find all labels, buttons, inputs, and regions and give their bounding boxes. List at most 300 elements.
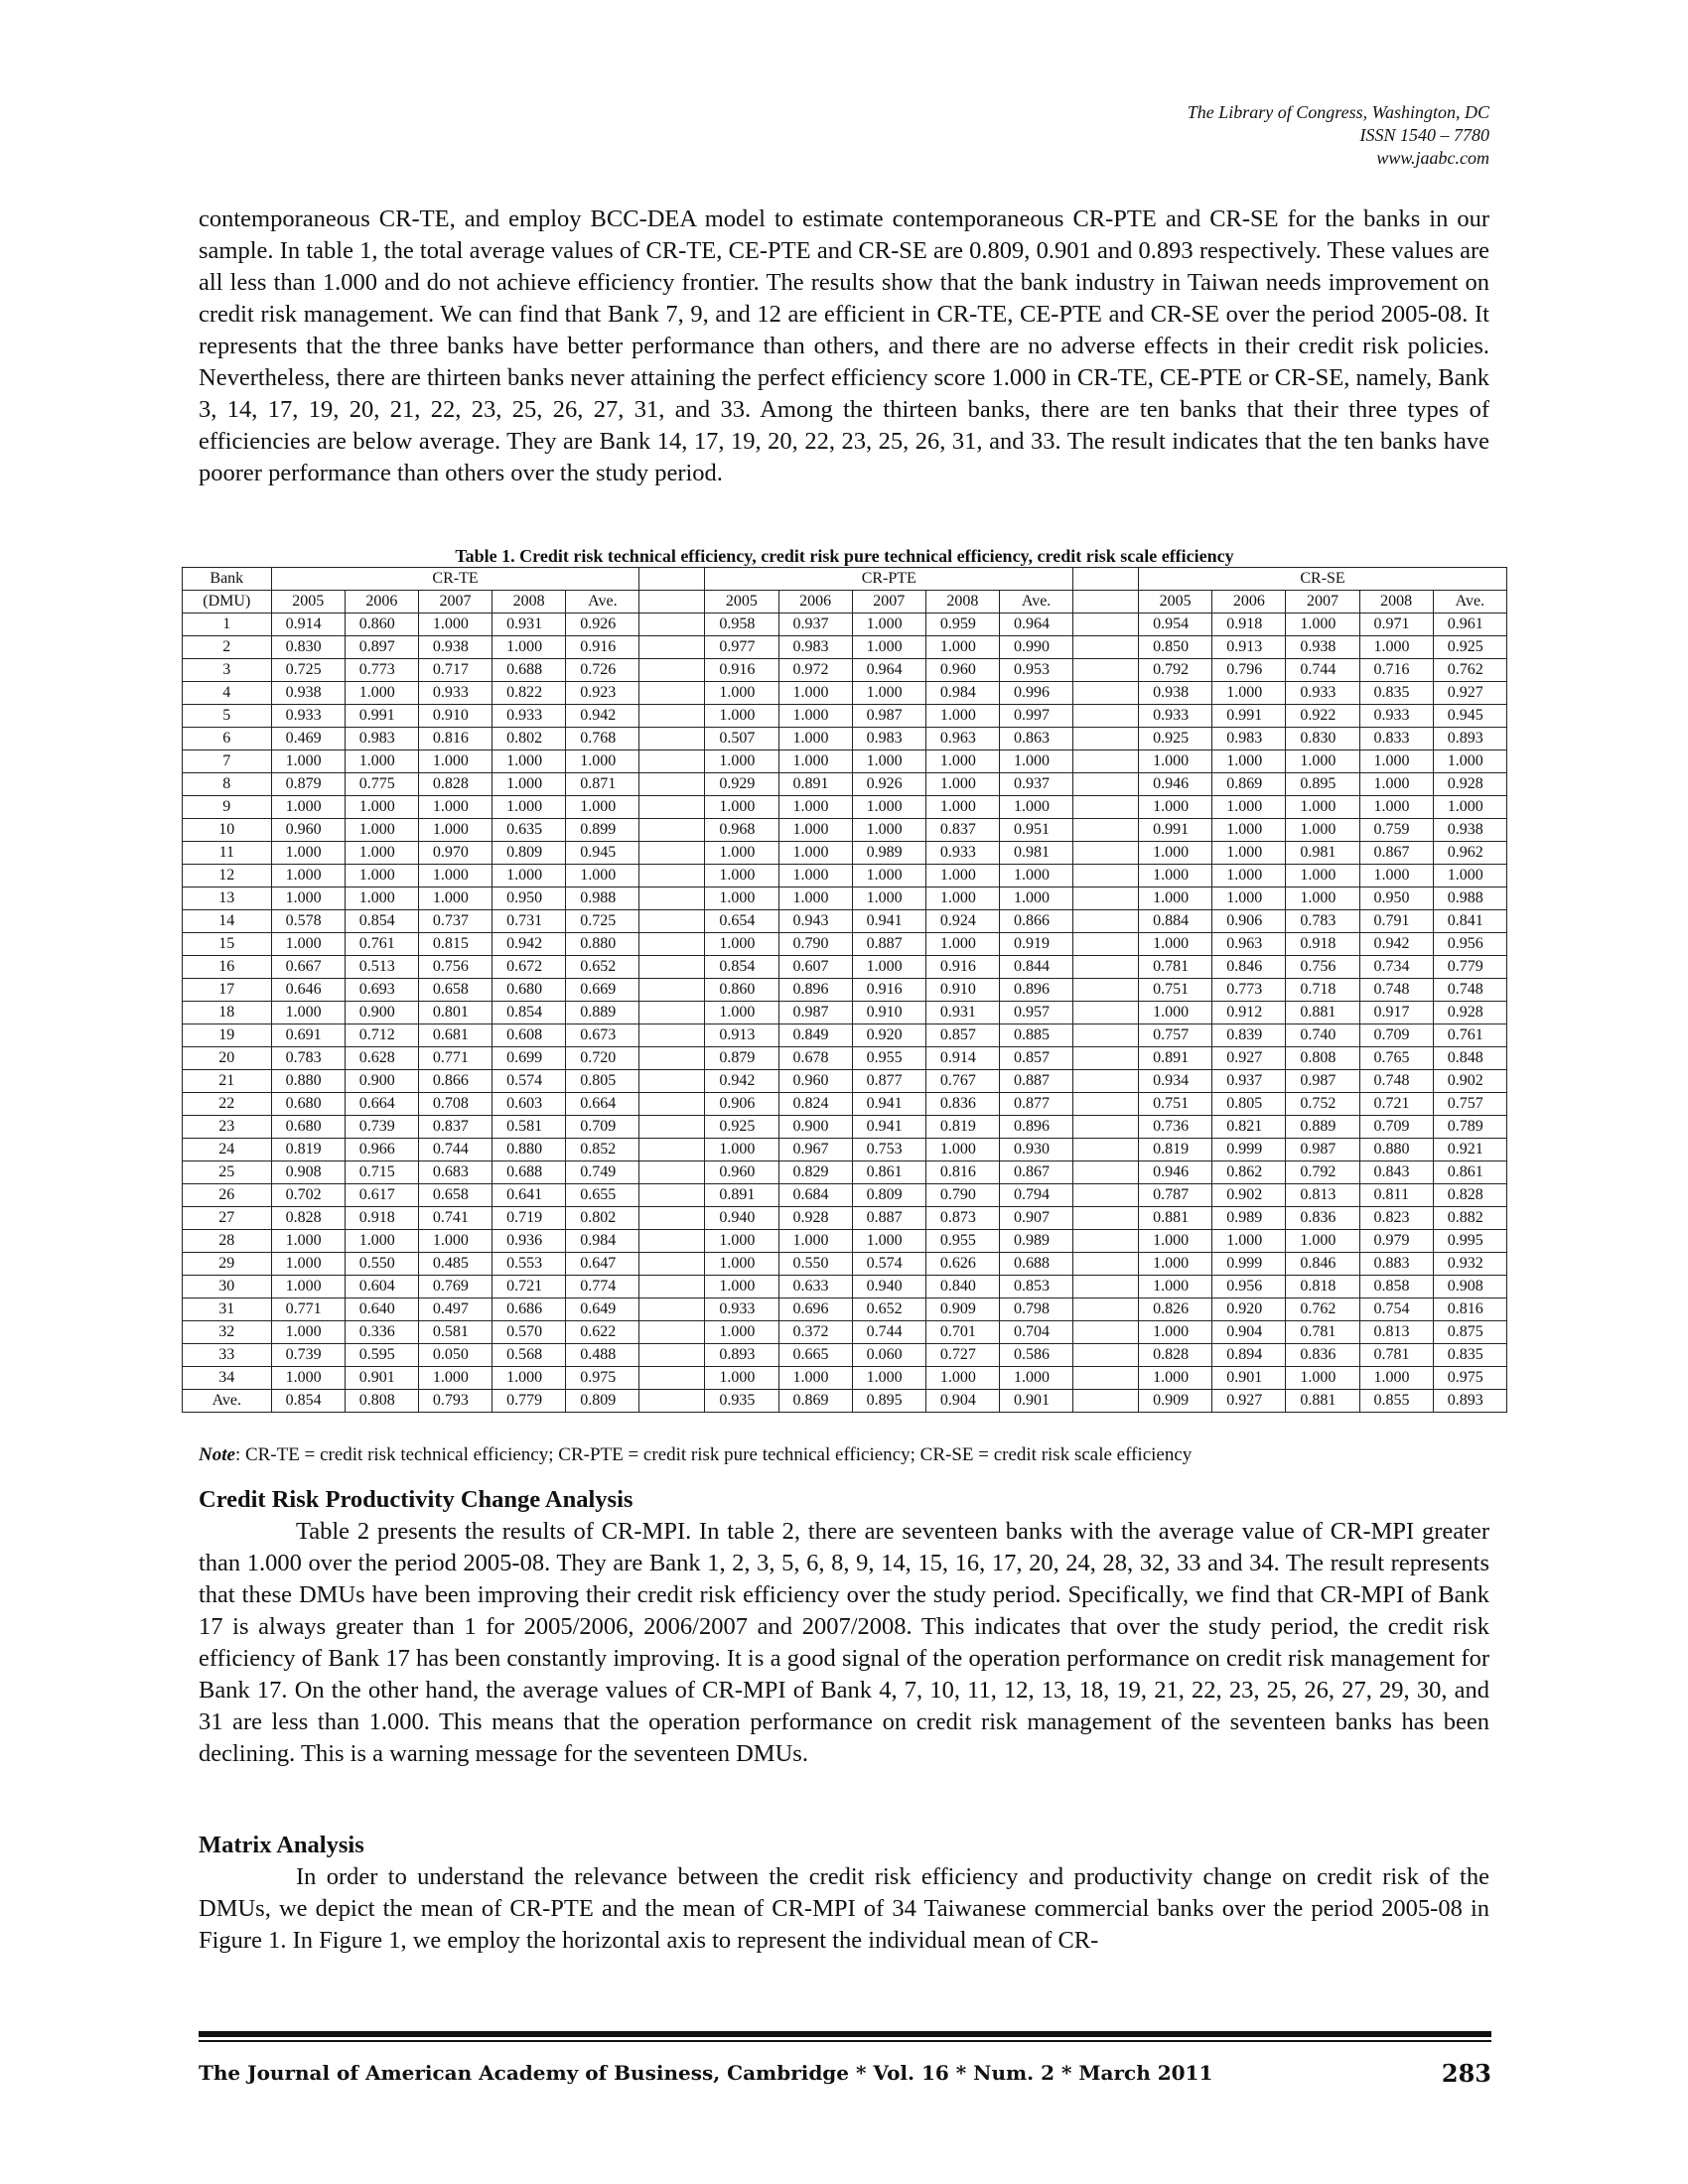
header-year-cell: Ave. (1433, 591, 1506, 614)
value-cell: 0.640 (345, 1298, 418, 1321)
value-cell: 0.941 (852, 1093, 925, 1116)
value-cell: 1.000 (492, 1367, 566, 1390)
gap-cell (639, 796, 705, 819)
value-cell: 0.909 (1139, 1390, 1212, 1413)
value-cell: 0.748 (1359, 1070, 1433, 1093)
value-cell: 0.853 (999, 1276, 1072, 1298)
value-cell: 0.739 (345, 1116, 418, 1139)
value-cell: 0.669 (566, 979, 639, 1002)
gap-cell (1073, 1116, 1139, 1139)
value-cell: 0.762 (1433, 659, 1506, 682)
value-cell: 1.000 (778, 728, 852, 751)
gap-cell (639, 842, 705, 865)
value-cell: 0.822 (492, 682, 566, 705)
gap-cell (639, 979, 705, 1002)
value-cell: 1.000 (271, 933, 345, 956)
value-cell: 0.550 (345, 1253, 418, 1276)
value-cell: 0.813 (1286, 1184, 1359, 1207)
value-cell: 1.000 (778, 796, 852, 819)
gap-cell (1073, 933, 1139, 956)
value-cell: 0.893 (705, 1344, 778, 1367)
value-cell: 0.893 (1433, 728, 1506, 751)
value-cell: 0.971 (1359, 614, 1433, 636)
value-cell: 0.875 (1433, 1321, 1506, 1344)
bank-id-cell: 24 (183, 1139, 272, 1161)
value-cell: 0.857 (925, 1024, 999, 1047)
gap-cell (639, 887, 705, 910)
value-cell: 1.000 (1433, 796, 1506, 819)
table-row (183, 819, 1507, 842)
bank-id-cell: 1 (183, 614, 272, 636)
value-cell: 0.894 (1212, 1344, 1286, 1367)
gap-cell (639, 956, 705, 979)
gap-cell (1073, 819, 1139, 842)
value-cell: 0.488 (566, 1344, 639, 1367)
footer-rule-thick (199, 2031, 1491, 2037)
value-cell: 0.968 (705, 819, 778, 842)
value-cell: 0.997 (999, 705, 1072, 728)
value-cell: 0.983 (1212, 728, 1286, 751)
value-cell: 0.768 (566, 728, 639, 751)
value-cell: 0.989 (852, 842, 925, 865)
value-cell: 0.824 (778, 1093, 852, 1116)
value-cell: 0.866 (999, 910, 1072, 933)
value-cell: 1.000 (778, 682, 852, 705)
gap-cell (639, 1207, 705, 1230)
value-cell: 0.836 (925, 1093, 999, 1116)
value-cell: 1.000 (925, 1367, 999, 1390)
value-cell: 0.701 (925, 1321, 999, 1344)
value-cell: 0.910 (852, 1002, 925, 1024)
value-cell: 1.000 (1139, 865, 1212, 887)
value-cell: 1.000 (1359, 751, 1433, 773)
value-cell: 0.781 (1359, 1344, 1433, 1367)
value-cell: 1.000 (271, 887, 345, 910)
value-cell: 0.603 (492, 1093, 566, 1116)
table-row (183, 705, 1507, 728)
value-cell: 0.809 (492, 842, 566, 865)
value-cell: 0.938 (1286, 636, 1359, 659)
value-cell: 1.000 (1286, 865, 1359, 887)
table-caption: Table 1. Credit risk technical efficiency, credit risk pure technical efficiency, credit risk scale efficiency (455, 546, 1234, 566)
value-cell: 0.891 (778, 773, 852, 796)
value-cell: 1.000 (925, 1139, 999, 1161)
header-year-cell: 2008 (1359, 591, 1433, 614)
value-cell: 0.984 (566, 1230, 639, 1253)
value-cell: 0.880 (492, 1139, 566, 1161)
value-cell: 0.926 (852, 773, 925, 796)
value-cell: 0.979 (1359, 1230, 1433, 1253)
value-cell: 0.860 (705, 979, 778, 1002)
value-cell: 0.792 (1139, 659, 1212, 682)
table-row (183, 1253, 1507, 1276)
gap-cell (1073, 705, 1139, 728)
value-cell: 0.899 (566, 819, 639, 842)
header-gap-cell (1073, 591, 1139, 614)
value-cell: 0.787 (1139, 1184, 1212, 1207)
value-cell: 1.000 (1139, 933, 1212, 956)
value-cell: 0.060 (852, 1344, 925, 1367)
table-header-row-years (183, 591, 1507, 614)
value-cell: 1.000 (1359, 773, 1433, 796)
value-cell: 0.709 (566, 1116, 639, 1139)
value-cell: 0.469 (271, 728, 345, 751)
value-cell: 0.957 (999, 1002, 1072, 1024)
value-cell: 0.964 (999, 614, 1072, 636)
value-cell: 0.934 (1139, 1070, 1212, 1093)
gap-cell (639, 751, 705, 773)
value-cell: 1.000 (705, 682, 778, 705)
value-cell: 0.919 (999, 933, 1072, 956)
value-cell: 0.901 (1212, 1367, 1286, 1390)
value-cell: 0.885 (999, 1024, 1072, 1047)
value-cell: 0.781 (1286, 1321, 1359, 1344)
value-cell: 0.607 (778, 956, 852, 979)
value-cell: 0.927 (1433, 682, 1506, 705)
value-cell: 0.816 (418, 728, 492, 751)
value-cell: 1.000 (345, 751, 418, 773)
value-cell: 0.983 (778, 636, 852, 659)
table-row (183, 751, 1507, 773)
header-year-cell: 2007 (418, 591, 492, 614)
value-cell: 0.887 (852, 933, 925, 956)
gap-cell (1073, 887, 1139, 910)
value-cell: 1.000 (1359, 636, 1433, 659)
value-cell: 0.709 (1359, 1024, 1433, 1047)
value-cell: 0.727 (925, 1344, 999, 1367)
table-row (183, 636, 1507, 659)
value-cell: 1.000 (1212, 1230, 1286, 1253)
value-cell: 1.000 (778, 1230, 852, 1253)
gap-cell (1073, 728, 1139, 751)
value-cell: 1.000 (705, 1139, 778, 1161)
value-cell: 0.808 (1286, 1047, 1359, 1070)
value-cell: 0.928 (1433, 1002, 1506, 1024)
value-cell: 0.781 (1139, 956, 1212, 979)
value-cell: 1.000 (852, 1367, 925, 1390)
value-cell: 1.000 (1286, 819, 1359, 842)
value-cell: 0.918 (1286, 933, 1359, 956)
value-cell: 0.863 (999, 728, 1072, 751)
value-cell: 1.000 (925, 933, 999, 956)
gap-cell (639, 1253, 705, 1276)
value-cell: 0.658 (418, 1184, 492, 1207)
value-cell: 1.000 (271, 1002, 345, 1024)
value-cell: 0.958 (705, 614, 778, 636)
value-cell: 0.942 (705, 1070, 778, 1093)
value-cell: 1.000 (852, 1230, 925, 1253)
value-cell: 0.987 (1286, 1139, 1359, 1161)
value-cell: 0.916 (852, 979, 925, 1002)
header-gap-cell (1073, 568, 1139, 591)
value-cell: 0.904 (1212, 1321, 1286, 1344)
gap-cell (1073, 956, 1139, 979)
table-row (183, 1390, 1507, 1413)
value-cell: 0.925 (1139, 728, 1212, 751)
value-cell: 0.884 (1139, 910, 1212, 933)
table-row (183, 659, 1507, 682)
value-cell: 0.550 (778, 1253, 852, 1276)
value-cell: 1.000 (271, 796, 345, 819)
value-cell: 0.809 (566, 1390, 639, 1413)
value-cell: 0.860 (345, 614, 418, 636)
value-cell: 1.000 (705, 1253, 778, 1276)
header-group-cr-te: CR-TE (271, 568, 639, 591)
value-cell: 0.633 (778, 1276, 852, 1298)
value-cell: 0.617 (345, 1184, 418, 1207)
value-cell: 0.941 (852, 1116, 925, 1139)
header-line-issn: ISSN 1540 – 7780 (1359, 125, 1489, 145)
value-cell: 0.895 (1286, 773, 1359, 796)
value-cell: 0.988 (1433, 887, 1506, 910)
value-cell: 0.922 (1286, 705, 1359, 728)
value-cell: 0.901 (345, 1367, 418, 1390)
value-cell: 0.950 (492, 887, 566, 910)
bank-id-cell: 20 (183, 1047, 272, 1070)
bank-id-cell: 2 (183, 636, 272, 659)
value-cell: 0.918 (1212, 614, 1286, 636)
value-cell: 0.716 (1359, 659, 1433, 682)
value-cell: 0.841 (1433, 910, 1506, 933)
bank-id-cell: 6 (183, 728, 272, 751)
table-row (183, 1298, 1507, 1321)
value-cell: 0.881 (1286, 1390, 1359, 1413)
value-cell: 1.000 (345, 819, 418, 842)
gap-cell (1073, 659, 1139, 682)
table-row (183, 1093, 1507, 1116)
value-cell: 0.920 (852, 1024, 925, 1047)
value-cell: 0.818 (1286, 1276, 1359, 1298)
value-cell: 1.000 (345, 796, 418, 819)
value-cell: 0.570 (492, 1321, 566, 1344)
value-cell: 0.907 (999, 1207, 1072, 1230)
value-cell: 0.622 (566, 1321, 639, 1344)
gap-cell (1073, 1161, 1139, 1184)
value-cell: 0.988 (566, 887, 639, 910)
efficiency-table-grid (182, 567, 1507, 1413)
value-cell: 1.000 (271, 1230, 345, 1253)
value-cell: 0.809 (852, 1184, 925, 1207)
gap-cell (1073, 1002, 1139, 1024)
value-cell: 1.000 (1286, 751, 1359, 773)
gap-cell (1073, 773, 1139, 796)
value-cell: 0.757 (1433, 1093, 1506, 1116)
value-cell: 0.699 (492, 1047, 566, 1070)
value-cell: 0.654 (705, 910, 778, 933)
value-cell: 1.000 (1139, 1002, 1212, 1024)
value-cell: 1.000 (778, 865, 852, 887)
value-cell: 0.924 (925, 910, 999, 933)
value-cell: 1.000 (1139, 1253, 1212, 1276)
table-row (183, 1002, 1507, 1024)
gap-cell (639, 1161, 705, 1184)
value-cell: 0.844 (999, 956, 1072, 979)
gap-cell (639, 933, 705, 956)
table-row (183, 682, 1507, 705)
value-cell: 1.000 (1212, 865, 1286, 887)
value-cell: 0.756 (418, 956, 492, 979)
header-year-cell: Ave. (566, 591, 639, 614)
section-heading-matrix: Matrix Analysis (199, 1832, 364, 1858)
value-cell: 0.867 (1359, 842, 1433, 865)
value-cell: 0.684 (778, 1184, 852, 1207)
gap-cell (1073, 796, 1139, 819)
value-cell: 0.854 (705, 956, 778, 979)
value-cell: 0.672 (492, 956, 566, 979)
value-cell: 0.854 (345, 910, 418, 933)
value-cell: 0.996 (999, 682, 1072, 705)
table-row (183, 796, 1507, 819)
value-cell: 0.740 (1286, 1024, 1359, 1047)
value-cell: 0.933 (925, 842, 999, 865)
header-year-cell: 2008 (925, 591, 999, 614)
value-cell: 0.960 (705, 1161, 778, 1184)
bank-id-cell: 14 (183, 910, 272, 933)
value-cell: 1.000 (705, 887, 778, 910)
value-cell: 0.943 (778, 910, 852, 933)
bank-id-cell: 27 (183, 1207, 272, 1230)
value-cell: 0.719 (492, 1207, 566, 1230)
header-bank: Bank (183, 568, 272, 591)
value-cell: 0.702 (271, 1184, 345, 1207)
value-cell: 1.000 (1359, 865, 1433, 887)
value-cell: 0.773 (1212, 979, 1286, 1002)
value-cell: 0.896 (999, 979, 1072, 1002)
value-cell: 0.916 (566, 636, 639, 659)
header-year-cell: 2005 (1139, 591, 1212, 614)
value-cell: 1.000 (925, 751, 999, 773)
value-cell: 0.336 (345, 1321, 418, 1344)
value-cell: 0.731 (492, 910, 566, 933)
bank-id-cell: 5 (183, 705, 272, 728)
value-cell: 0.916 (705, 659, 778, 682)
value-cell: 0.931 (925, 1002, 999, 1024)
value-cell: 0.791 (1359, 910, 1433, 933)
gap-cell (1073, 614, 1139, 636)
value-cell: 1.000 (1212, 751, 1286, 773)
value-cell: 0.647 (566, 1253, 639, 1276)
value-cell: 0.805 (1212, 1093, 1286, 1116)
bank-id-cell: 26 (183, 1184, 272, 1207)
value-cell: 0.756 (1286, 956, 1359, 979)
value-cell: 0.861 (1433, 1161, 1506, 1184)
value-cell: 0.802 (492, 728, 566, 751)
value-cell: 0.762 (1286, 1298, 1359, 1321)
paragraph-productivity-change: Table 2 presents the results of CR-MPI. In table 2, there are seventeen banks with the average value of CR-MPI greater than 1.000 over the period 2005-08. They are Bank 1, 2, 3, 5, 6, 8, 9, 14, 15, 16, 17, 20, 24, 28, 32, 33 and 34. The result represents that these DMUs have been improving their credit risk efficiency over the study period. Specifically, we find that CR-MPI of Bank 17 is always greater than 1 for 2005/2006, 2006/2007 and 2007/2008. This indicates that over the study period, the credit risk efficiency of Bank 17 has been constantly improving. It is a good signal of the operation performance on credit risk management for Bank 17. On the other hand, the average values of CR-MPI of Bank 4, 7, 10, 11, 12, 13, 18, 19, 21, 22, 23, 25, 26, 27, 29, 30, and 31 are less than 1.000. This means that the operation performance on credit risk management of the seventeen banks has been declining. This is a warning message for the seventeen DMUs. (199, 1518, 1489, 1767)
value-cell: 0.721 (492, 1276, 566, 1298)
bank-id-cell: 25 (183, 1161, 272, 1184)
value-cell: 0.741 (418, 1207, 492, 1230)
value-cell: 0.753 (852, 1139, 925, 1161)
value-cell: 1.000 (705, 933, 778, 956)
value-cell: 1.000 (778, 705, 852, 728)
gap-cell (639, 705, 705, 728)
value-cell: 0.846 (1212, 956, 1286, 979)
value-cell: 0.836 (1286, 1207, 1359, 1230)
value-cell: 0.951 (999, 819, 1072, 842)
value-cell: 0.744 (418, 1139, 492, 1161)
value-cell: 0.960 (271, 819, 345, 842)
table-row (183, 1024, 1507, 1047)
value-cell: 0.725 (566, 910, 639, 933)
bank-id-cell: 22 (183, 1093, 272, 1116)
value-cell: 0.869 (1212, 773, 1286, 796)
value-cell: 0.918 (345, 1207, 418, 1230)
value-cell: 1.000 (566, 865, 639, 887)
header-year-cell: 2005 (705, 591, 778, 614)
value-cell: 0.879 (271, 773, 345, 796)
value-cell: 0.816 (1433, 1298, 1506, 1321)
value-cell: 0.759 (1359, 819, 1433, 842)
value-cell: 0.819 (925, 1116, 999, 1139)
value-cell: 0.779 (1433, 956, 1506, 979)
value-cell: 0.913 (705, 1024, 778, 1047)
value-cell: 0.929 (705, 773, 778, 796)
value-cell: 0.801 (418, 1002, 492, 1024)
value-cell: 0.604 (345, 1276, 418, 1298)
value-cell: 0.963 (925, 728, 999, 751)
bank-id-cell: 8 (183, 773, 272, 796)
value-cell: 0.913 (1212, 636, 1286, 659)
footer-journal-citation: The Journal of American Academy of Business, Cambridge * Vol. 16 * Num. 2 * March 2011 (199, 2061, 1213, 2085)
value-cell: 1.000 (271, 1276, 345, 1298)
value-cell: 0.869 (778, 1390, 852, 1413)
value-cell: 0.678 (778, 1047, 852, 1070)
value-cell: 0.908 (1433, 1276, 1506, 1298)
value-cell: 0.938 (418, 636, 492, 659)
value-cell: 1.000 (345, 1230, 418, 1253)
value-cell: 0.940 (705, 1207, 778, 1230)
value-cell: 1.000 (492, 636, 566, 659)
value-cell: 0.574 (852, 1253, 925, 1276)
value-cell: 0.815 (418, 933, 492, 956)
value-cell: 0.987 (852, 705, 925, 728)
value-cell: 0.936 (492, 1230, 566, 1253)
value-cell: 0.877 (999, 1093, 1072, 1116)
value-cell: 0.811 (1359, 1184, 1433, 1207)
value-cell: 1.000 (925, 887, 999, 910)
value-cell: 0.956 (1212, 1276, 1286, 1298)
value-cell: 0.940 (852, 1276, 925, 1298)
value-cell: 1.000 (852, 887, 925, 910)
value-cell: 0.574 (492, 1070, 566, 1093)
value-cell: 1.000 (1139, 751, 1212, 773)
value-cell: 0.955 (925, 1230, 999, 1253)
value-cell: 0.843 (1359, 1161, 1433, 1184)
gap-cell (639, 1047, 705, 1070)
gap-cell (1073, 1139, 1139, 1161)
table-row (183, 1070, 1507, 1093)
gap-cell (1073, 1344, 1139, 1367)
value-cell: 0.983 (852, 728, 925, 751)
value-cell: 0.987 (778, 1002, 852, 1024)
value-cell: 0.972 (778, 659, 852, 682)
value-cell: 1.000 (492, 865, 566, 887)
value-cell: 0.880 (271, 1070, 345, 1093)
value-cell: 0.721 (1359, 1093, 1433, 1116)
value-cell: 0.923 (566, 682, 639, 705)
value-cell: 0.681 (418, 1024, 492, 1047)
gap-cell (1073, 1230, 1139, 1253)
gap-cell (639, 1002, 705, 1024)
header-group-cr-pte: CR-PTE (705, 568, 1073, 591)
value-cell: 1.000 (418, 887, 492, 910)
value-cell: 0.816 (925, 1161, 999, 1184)
value-cell: 0.867 (999, 1161, 1072, 1184)
value-cell: 1.000 (999, 865, 1072, 887)
value-cell: 0.837 (925, 819, 999, 842)
table-row (183, 865, 1507, 887)
